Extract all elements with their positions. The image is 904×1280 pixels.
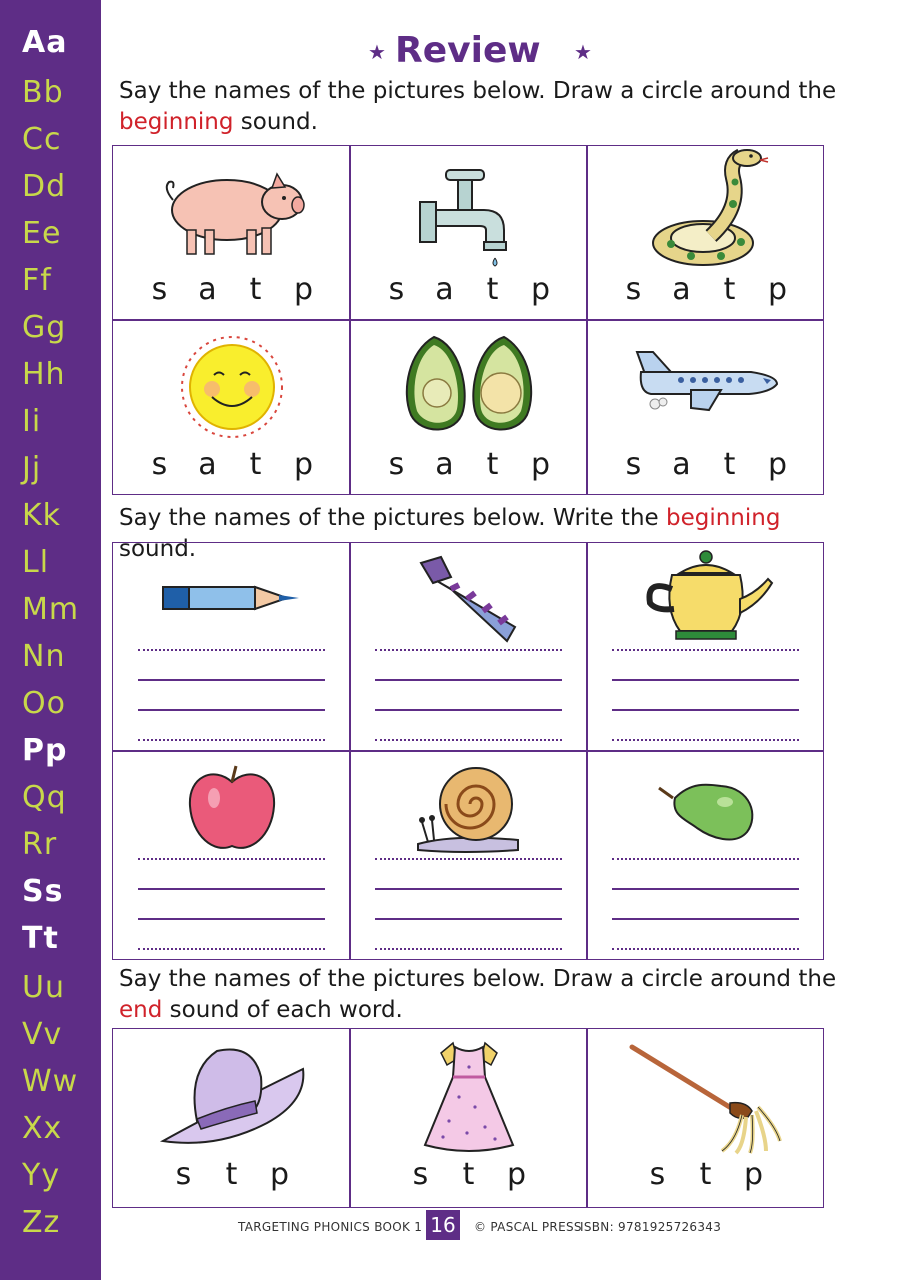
section2-grid [112,542,824,960]
choice-a[interactable]: a [435,272,454,307]
choice-p[interactable]: p [269,1157,290,1192]
section3-line1: Say the names of the pictures below. Draw a circle around the [119,966,837,992]
letter-choices [350,272,587,307]
choice-s[interactable]: s [151,447,168,482]
choice-t[interactable]: t [486,447,499,482]
snake-icon [641,148,771,272]
sidebar-letter-tt: Tt [22,921,59,956]
letter-choices [350,447,587,482]
sidebar-letter-oo: Oo [22,686,66,721]
footer-book-title: TARGETING PHONICS BOOK 1 [238,1220,423,1234]
sidebar-letter-ff: Ff [22,263,52,298]
title-star-right: ★ [574,40,592,64]
cell-sun [113,321,350,495]
footer-isbn: ISBN: 9781925726343 [580,1220,722,1234]
hat-icon [157,1041,307,1151]
cell-pencil [113,543,350,751]
sun-icon [172,331,292,443]
choice-p[interactable]: p [767,272,788,307]
choice-s[interactable]: s [151,272,168,307]
cell-aeroplane [587,321,824,495]
letter-choices [113,272,350,307]
page-number: 16 [426,1210,460,1240]
section3-grid [112,1028,824,1208]
cell-dress [350,1029,587,1207]
cell-teapot [587,543,824,751]
section1-line2: sound. [233,109,318,135]
cell-tap [350,146,587,320]
choice-s[interactable]: s [649,1157,666,1192]
sidebar-letter-aa: Aa [22,25,68,60]
section2-highlight: beginning [665,505,781,531]
choice-s[interactable]: s [412,1157,429,1192]
choice-p[interactable]: p [506,1157,527,1192]
pig-icon [157,160,307,260]
choice-t[interactable]: t [249,272,262,307]
pear-icon [651,776,761,844]
letter-choices [113,1157,350,1192]
sidebar-letter-zz: Zz [22,1205,61,1240]
cell-snail [350,752,587,960]
sidebar-letter-rr: Rr [22,827,58,862]
choice-s[interactable]: s [388,272,405,307]
choice-p[interactable]: p [767,447,788,482]
section1-line1: Say the names of the pictures below. Draw a circle around the [119,78,837,104]
cell-avocado [350,321,587,495]
sidebar-letter-ee: Ee [22,216,62,251]
sidebar-letter-jj: Jj [22,451,42,486]
sidebar-letter-xx: Xx [22,1111,63,1146]
sidebar-letter-ss: Ss [22,874,64,909]
avocado-icon [399,331,539,436]
title-star-left: ★ [368,40,386,64]
page-title: Review [395,30,541,71]
section2-text-after: sound. [119,536,197,562]
sidebar-letter-ww: Ww [22,1064,79,1099]
sidebar-letter-pp: Pp [22,733,68,768]
sidebar-letter-dd: Dd [22,169,67,204]
section2-text-before: Say the names of the pictures below. Write the [119,505,666,531]
cell-mop [587,1029,824,1207]
choice-s[interactable]: s [625,447,642,482]
choice-s[interactable]: s [388,447,405,482]
choice-t[interactable]: t [699,1157,712,1192]
choice-t[interactable]: t [249,447,262,482]
alphabet-sidebar [0,0,101,1280]
choice-t[interactable]: t [225,1157,238,1192]
choice-a[interactable]: a [672,272,691,307]
section3-line2: sound of each word. [162,997,403,1023]
choice-p[interactable]: p [530,272,551,307]
choice-a[interactable]: a [435,447,454,482]
letter-choices [587,272,824,307]
cell-hat [113,1029,350,1207]
aeroplane-icon [631,346,781,416]
section1-highlight: beginning [119,109,234,135]
sidebar-letter-bb: Bb [22,75,64,110]
choice-s[interactable]: s [175,1157,192,1192]
sidebar-letter-yy: Yy [22,1158,61,1193]
choice-t[interactable]: t [723,447,736,482]
apple-icon [184,762,280,854]
sidebar-letter-cc: Cc [22,122,62,157]
section3-highlight: end [119,997,163,1023]
section1-grid [112,145,824,495]
letter-choices [350,1157,587,1192]
sidebar-letter-mm: Mm [22,592,80,627]
cell-pear [587,752,824,960]
section1-instructions [119,76,859,138]
sidebar-letter-uu: Uu [22,970,65,1005]
pencil-icon [159,581,304,615]
section3-instructions [119,964,859,1026]
snail-icon [414,758,524,854]
sidebar-letter-kk: Kk [22,498,62,533]
choice-p[interactable]: p [293,272,314,307]
tap-icon [414,160,524,270]
sidebar-letter-vv: Vv [22,1017,63,1052]
choice-a[interactable]: a [198,272,217,307]
choice-p[interactable]: p [530,447,551,482]
sidebar-letter-hh: Hh [22,357,66,392]
sidebar-letter-nn: Nn [22,639,66,674]
dress-icon [419,1037,519,1153]
choice-a[interactable]: a [672,447,691,482]
footer-publisher: © PASCAL PRESS [474,1220,582,1234]
cell-snake [587,146,824,320]
cell-tie [350,543,587,751]
choice-p[interactable]: p [743,1157,764,1192]
mop-icon [626,1041,786,1155]
sidebar-letter-ll: Ll [22,545,50,580]
choice-s[interactable]: s [625,272,642,307]
choice-t[interactable]: t [462,1157,475,1192]
sidebar-letter-qq: Qq [22,780,67,815]
sidebar-letter-ii: Ii [22,404,42,439]
choice-p[interactable]: p [293,447,314,482]
letter-choices [587,1157,824,1192]
letter-choices [587,447,824,482]
choice-t[interactable]: t [723,272,736,307]
choice-t[interactable]: t [486,272,499,307]
cell-apple [113,752,350,960]
cell-pig [113,146,350,320]
teapot-icon [636,549,776,643]
sidebar-letter-gg: Gg [22,310,67,345]
choice-a[interactable]: a [198,447,217,482]
letter-choices [113,447,350,482]
tie-icon [411,553,526,643]
